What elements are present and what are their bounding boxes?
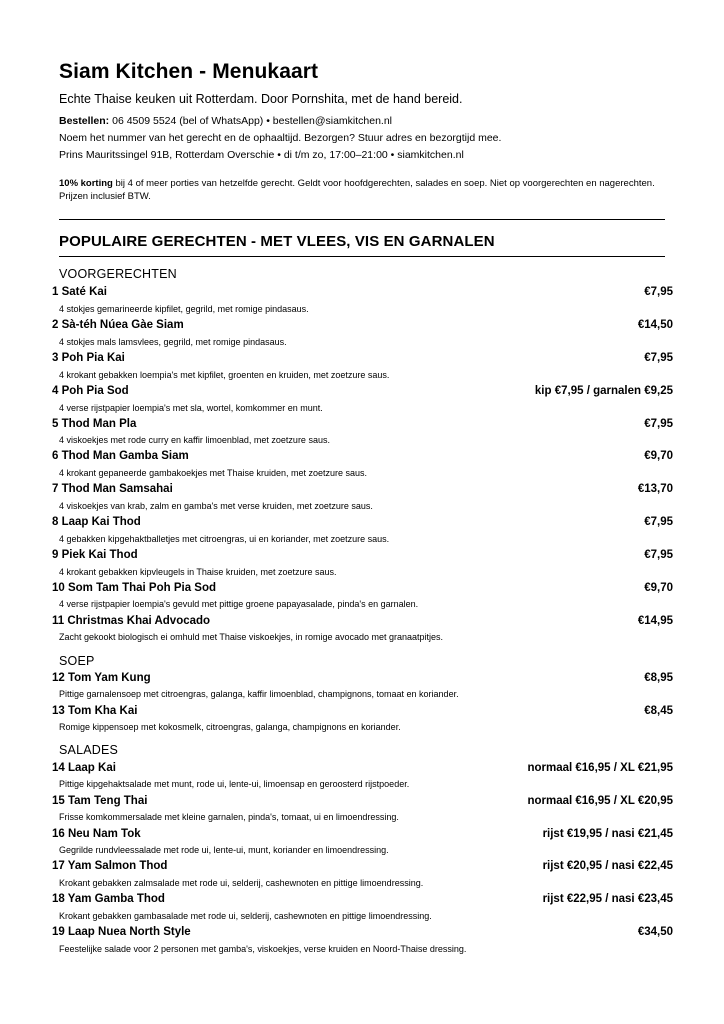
menu-item-name: 6 Thod Man Gamba Siam: [52, 450, 189, 462]
order-contact: 06 4509 5524 (bel of WhatsApp) • bestellen@siamkitchen.nl: [109, 115, 393, 127]
section-title: POPULAIRE GERECHTEN - MET VLEES, VIS EN GARNALEN: [59, 233, 495, 250]
menu-item-price: €7,95: [644, 418, 673, 430]
order-line: [59, 115, 392, 127]
menu-item-description: Romige kippensoep met kokosmelk, citroengras, galanga, champignons en koriander.: [59, 722, 401, 732]
menu-item-description: Krokant gebakken zalmsalade met rode ui, selderij, cashewnoten en pittige limoendressing.: [59, 878, 424, 888]
menu-item-name: 14 Laap Kai: [52, 762, 116, 774]
menu-item-price: normaal €16,95 / XL €21,95: [527, 762, 673, 774]
menu-item-description: 4 krokant gepaneerde gambakoekjes met Thaise kruiden, met zoetzure saus.: [59, 468, 368, 478]
menu-item-description: 4 krokant gebakken loempia's met kipfilet, groenten en kruiden, met zoetzure saus.: [59, 370, 390, 380]
menu-item-price: €9,70: [644, 450, 673, 462]
page-subtitle: Echte Thaise keuken uit Rotterdam. Door Pornshita, met de hand bereid.: [59, 92, 463, 106]
menu-item-name: 19 Laap Nuea North Style: [52, 926, 191, 938]
menu-item-description: 4 gebakken kipgehaktballetjes met citroengras, ui en koriander, met zoetzure saus.: [59, 534, 390, 544]
category-soep: SOEP: [59, 654, 95, 668]
menu-item-name: 4 Poh Pia Sod: [52, 385, 129, 397]
discount-label: 10% korting: [59, 178, 113, 189]
menu-item-description: Krokant gebakken gambasalade met rode ui, selderij, cashewnoten en pittige limoendressing.: [59, 911, 432, 921]
menu-item-price: €14,95: [637, 615, 673, 627]
menu-item-description: Frisse komkommersalade met kleine garnalen, pinda's, tomaat, ui en limoendressing.: [59, 812, 399, 822]
menu-item-name: 12 Tom Yam Kung: [52, 672, 151, 684]
menu-item-name: 5 Thod Man Pla: [52, 418, 137, 430]
menu-item-description: 4 verse rijstpapier loempia's met sla, wortel, komkommer en munt.: [59, 403, 323, 413]
menu-item-name: 8 Laap Kai Thod: [52, 516, 141, 528]
category-voorgerechten: VOORGERECHTEN: [59, 267, 177, 281]
menu-item-price: €14,50: [637, 319, 673, 331]
menu-item-description: 4 stokjes mals lamsvlees, gegrild, met romige pindasaus.: [59, 337, 287, 347]
menu-item-name: 18 Yam Gamba Thod: [52, 893, 165, 905]
menu-item-price: €7,95: [644, 352, 673, 364]
menu-item-description: Pittige kipgehaktsalade met munt, rode ui, lente-ui, limoensap en geroosterd rijstpoeder.: [59, 779, 410, 789]
menu-item-name: 1 Saté Kai: [52, 286, 107, 298]
menu-item-price: €7,95: [644, 549, 673, 561]
order-instructions: Noem het nummer van het gerecht en de ophaaltijd. Bezorgen? Stuur adres en bezorgtijd mee.: [59, 132, 502, 144]
menu-item-price: rijst €22,95 / nasi €23,45: [542, 893, 673, 905]
menu-item-price: normaal €16,95 / XL €20,95: [527, 795, 673, 807]
menu-item-description: 4 krokant gebakken kipvleugels in Thaise kruiden, met zoetzure saus.: [59, 567, 337, 577]
menu-item-name: 10 Som Tam Thai Poh Pia Sod: [52, 582, 217, 594]
menu-item-price: €13,70: [637, 483, 673, 495]
menu-item-price: kip €7,95 / garnalen €9,25: [534, 385, 673, 397]
menu-item-description: Feestelijke salade voor 2 personen met gamba's, viskoekjes, verse kruiden en Noord-Thaise dressing.: [59, 944, 467, 954]
menu-item-name: 11 Christmas Khai Advocado: [52, 615, 211, 627]
menu-item-name: 2 Sà-téh Núea Gàe Siam: [52, 319, 184, 331]
menu-item-description: Zacht gekookt biologisch ei omhuld met Thaise viskoekjes, in romige avocado met granaatpitjes.: [59, 632, 444, 642]
divider: [59, 219, 665, 220]
address-line: Prins Mauritssingel 91B, Rotterdam Overschie • di t/m zo, 17:00–21:00 • siamkitchen.nl: [59, 149, 464, 161]
menu-item-description: Pittige garnalensoep met citroengras, galanga, kaffir limoenblad, champignons, tomaat en koriander.: [59, 689, 459, 699]
menu-item-name: 13 Tom Kha Kai: [52, 705, 138, 717]
menu-item-description: 4 stokjes gemarineerde kipfilet, gegrild, met romige pindasaus.: [59, 304, 309, 314]
menu-item-price: €7,95: [644, 516, 673, 528]
page-title: Siam Kitchen - Menukaart: [59, 60, 319, 83]
menu-item-price: €9,70: [644, 582, 673, 594]
menu-item-description: 4 verse rijstpapier loempia's gevuld met pittige groene papayasalade, pinda's en garnalen.: [59, 599, 419, 609]
menu-item-price: €7,95: [644, 286, 673, 298]
menu-item-price: rijst €20,95 / nasi €22,45: [542, 860, 673, 872]
category-salades: SALADES: [59, 743, 119, 757]
menu-item-name: 9 Piek Kai Thod: [52, 549, 138, 561]
discount-text: bij 4 of meer porties van hetzelfde gerecht. Geldt voor hoofdgerechten, salades en soep. Niet op voorgerechten en nagerechten. Prijzen inclusief BTW.: [59, 178, 655, 202]
menu-item-name: 15 Tam Teng Thai: [52, 795, 148, 807]
menu-item-description: 4 viskoekjes met rode curry en kaffir limoenblad, met zoetzure saus.: [59, 435, 330, 445]
menu-item-description: 4 viskoekjes van krab, zalm en gamba's met verse kruiden, met zoetzure saus.: [59, 501, 373, 511]
order-label: Bestellen:: [59, 115, 110, 127]
discount-note: [59, 177, 659, 203]
menu-item-description: Gegrilde rundvleessalade met rode ui, lente-ui, munt, koriander en limoendressing.: [59, 845, 389, 855]
divider: [59, 256, 665, 257]
menu-item-name: 7 Thod Man Samsahai: [52, 483, 173, 495]
menu-item-price: €34,50: [637, 926, 673, 938]
menu-item-price: €8,95: [644, 672, 673, 684]
menu-item-name: 17 Yam Salmon Thod: [52, 860, 168, 872]
menu-item-price: rijst €19,95 / nasi €21,45: [542, 828, 673, 840]
menu-item-name: 3 Poh Pia Kai: [52, 352, 125, 364]
menu-item-price: €8,45: [644, 705, 673, 717]
menu-item-name: 16 Neu Nam Tok: [52, 828, 141, 840]
